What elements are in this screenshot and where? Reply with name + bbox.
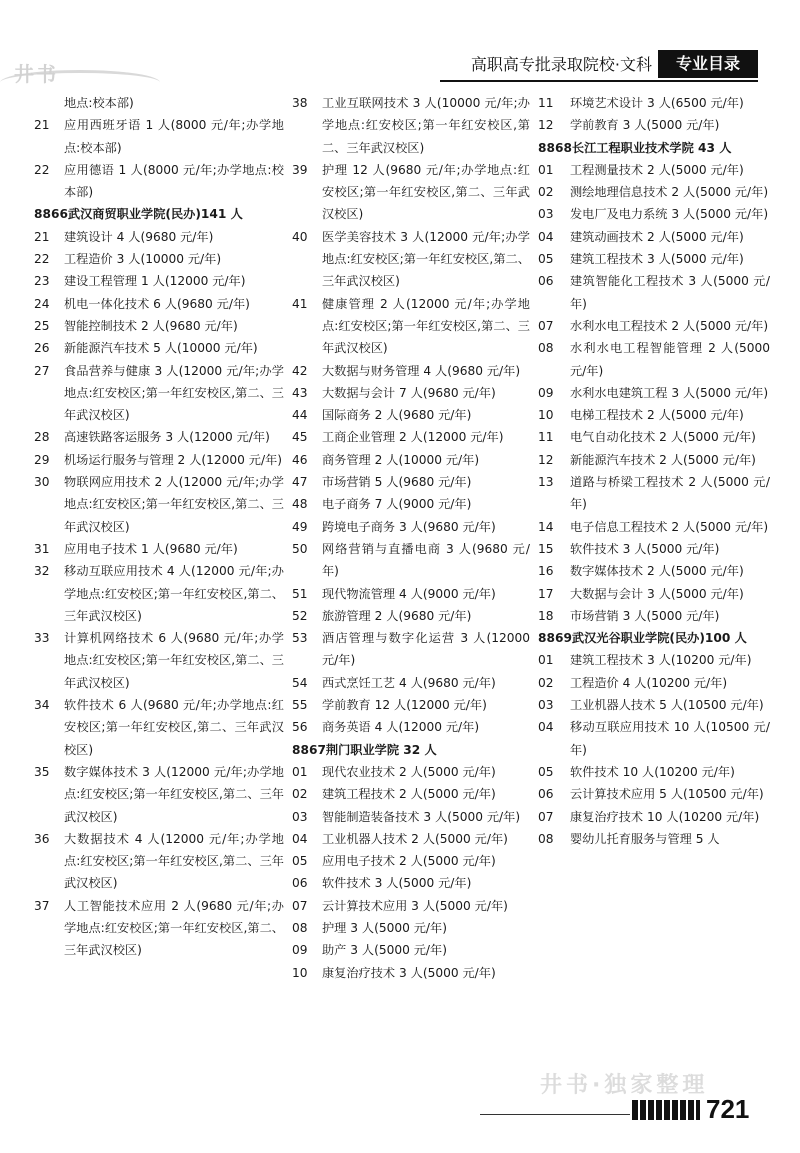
major-entry xyxy=(34,426,284,448)
major-code: 01 xyxy=(292,764,308,779)
major-code: 23 xyxy=(34,274,50,289)
major-entry xyxy=(292,538,530,583)
major-code: 32 xyxy=(34,564,50,579)
school-code: 8868 xyxy=(538,140,572,155)
major-code: 47 xyxy=(292,475,308,490)
major-entry xyxy=(292,92,530,159)
watermark: 井书·独家整理 xyxy=(540,1073,709,1098)
major-text: 酒店管理与数字化运营 3 人(12000 元/年) xyxy=(322,631,530,668)
major-text: 建筑动画技术 2 人(5000 元/年) xyxy=(570,229,744,244)
major-entry xyxy=(538,716,770,761)
major-text: 人工智能技术应用 2 人(9680 元/年;办学地点:红安校区;第一年红安校区,第二、三年武汉校区) xyxy=(64,898,284,958)
major-code: 22 xyxy=(34,252,50,267)
major-entry xyxy=(292,939,530,961)
major-entry xyxy=(538,761,770,783)
major-text: 网络营销与直播电商 3 人(9680 元/年) xyxy=(322,541,530,579)
major-entry xyxy=(538,248,770,270)
major-text: 机场运行服务与管理 2 人(12000 元/年) xyxy=(64,452,283,467)
major-text: 建筑工程技术 3 人(10200 元/年) xyxy=(570,653,752,668)
major-entry xyxy=(34,293,284,315)
major-code: 30 xyxy=(34,475,50,490)
major-code: 25 xyxy=(34,318,50,333)
major-text: 水利水电建筑工程 3 人(5000 元/年) xyxy=(570,385,769,400)
major-entry xyxy=(34,828,284,895)
school-code: 8869 xyxy=(538,631,572,646)
major-code: 03 xyxy=(292,809,308,824)
major-entry xyxy=(538,337,770,382)
major-text: 食品营养与健康 3 人(12000 元/年;办学地点:红安校区;第一年红安校区,第二、三年武汉校区) xyxy=(64,363,284,423)
major-text: 测绘地理信息技术 2 人(5000 元/年) xyxy=(570,185,769,200)
major-text: 市场营销 3 人(5000 元/年) xyxy=(570,608,720,623)
major-code: 02 xyxy=(538,185,554,200)
major-text: 商务英语 4 人(12000 元/年) xyxy=(322,720,480,735)
major-text: 软件技术 3 人(5000 元/年) xyxy=(570,541,720,556)
major-text: 软件技术 3 人(5000 元/年) xyxy=(322,876,472,891)
major-entry xyxy=(34,159,284,204)
major-text: 电气自动化技术 2 人(5000 元/年) xyxy=(570,430,756,445)
major-code: 52 xyxy=(292,608,308,623)
major-code: 35 xyxy=(34,764,50,779)
major-text: 康复治疗技术 3 人(5000 元/年) xyxy=(322,965,496,980)
major-entry xyxy=(538,672,770,694)
major-code: 33 xyxy=(34,631,50,646)
major-code: 38 xyxy=(292,96,308,110)
major-code: 22 xyxy=(34,162,50,177)
major-text: 学前教育 12 人(12000 元/年) xyxy=(322,698,487,713)
major-code: 11 xyxy=(538,96,554,110)
major-entry xyxy=(292,471,530,493)
major-entry xyxy=(538,114,770,136)
major-text: 医学美容技术 3 人(12000 元/年;办学地点:红安校区;第一年红安校区,第二、三年武汉校区) xyxy=(322,229,530,289)
major-text: 物联网应用技术 2 人(12000 元/年;办学地点:红安校区;第一年红安校区,第二、三年武汉校区) xyxy=(64,475,284,534)
major-text: 市场营销 5 人(9680 元/年) xyxy=(322,475,472,490)
major-entry xyxy=(538,538,770,560)
major-entry xyxy=(292,516,530,538)
major-code: 05 xyxy=(538,252,554,267)
major-entry xyxy=(292,159,530,226)
major-entry xyxy=(538,583,770,605)
major-text: 西式烹饪工艺 4 人(9680 元/年) xyxy=(322,675,496,690)
major-code: 44 xyxy=(292,408,308,423)
major-text: 工业机器人技术 2 人(5000 元/年) xyxy=(322,831,508,846)
major-entry xyxy=(292,382,530,404)
major-entry xyxy=(292,806,530,828)
header-tag: 专业目录 xyxy=(658,50,758,78)
major-text: 国际商务 2 人(9680 元/年) xyxy=(322,408,472,423)
major-code: 07 xyxy=(538,318,554,333)
major-code: 05 xyxy=(292,854,308,869)
major-text: 数字媒体技术 2 人(5000 元/年) xyxy=(570,564,744,579)
major-code: 01 xyxy=(538,162,554,177)
major-code: 21 xyxy=(34,118,50,133)
major-entry xyxy=(34,360,284,427)
major-entry xyxy=(538,694,770,716)
major-entry xyxy=(538,382,770,404)
page-header xyxy=(0,0,800,92)
major-text: 健康管理 2 人(12000 元/年;办学地点:红安校区;第一年红安校区,第二、三年武汉校区) xyxy=(322,296,530,356)
major-entry xyxy=(538,828,770,850)
major-code: 02 xyxy=(538,675,554,690)
major-code: 09 xyxy=(538,385,554,400)
school-code: 8866 xyxy=(34,207,68,222)
major-code: 28 xyxy=(34,430,50,445)
column-2 xyxy=(292,92,530,984)
major-text: 智能制造装备技术 3 人(5000 元/年) xyxy=(322,809,521,824)
major-code: 04 xyxy=(538,720,554,735)
major-entry xyxy=(292,917,530,939)
major-code: 07 xyxy=(538,809,554,824)
major-entry xyxy=(34,627,284,694)
major-code: 12 xyxy=(538,118,554,133)
school-heading xyxy=(34,203,284,225)
major-entry xyxy=(292,828,530,850)
major-text: 旅游管理 2 人(9680 元/年) xyxy=(322,608,472,623)
major-code: 53 xyxy=(292,631,308,646)
major-entry xyxy=(292,761,530,783)
major-text: 高速铁路客运服务 3 人(12000 元/年) xyxy=(64,430,270,445)
major-code: 03 xyxy=(538,698,554,713)
major-entry xyxy=(538,181,770,203)
major-entry xyxy=(292,605,530,627)
major-entry xyxy=(292,850,530,872)
major-entry xyxy=(538,159,770,181)
major-code: 56 xyxy=(292,720,308,735)
major-text: 电梯工程技术 2 人(5000 元/年) xyxy=(570,408,744,423)
major-code: 06 xyxy=(538,274,554,289)
major-code: 07 xyxy=(292,898,308,913)
major-entry xyxy=(538,516,770,538)
major-entry xyxy=(292,627,530,672)
school-heading xyxy=(292,739,530,761)
logo: 井书 xyxy=(14,62,58,86)
major-code: 16 xyxy=(538,564,554,579)
major-text: 工业机器人技术 5 人(10500 元/年) xyxy=(570,698,764,713)
major-text: 移动互联应用技术 10 人(10500 元/年) xyxy=(570,720,770,757)
major-text: 工程造价 3 人(10000 元/年) xyxy=(64,252,222,267)
major-text: 数字媒体技术 3 人(12000 元/年;办学地点:红安校区;第一年红安校区,第二、三年武汉校区) xyxy=(64,764,284,824)
major-code: 27 xyxy=(34,363,50,378)
major-text: 新能源汽车技术 2 人(5000 元/年) xyxy=(570,452,756,467)
major-code: 26 xyxy=(34,341,50,356)
major-text: 工商企业管理 2 人(12000 元/年) xyxy=(322,430,504,445)
major-text: 大数据与财务管理 4 人(9680 元/年) xyxy=(322,363,521,378)
major-code: 55 xyxy=(292,698,308,713)
major-entry xyxy=(538,649,770,671)
major-text: 建筑设计 4 人(9680 元/年) xyxy=(64,229,214,244)
major-text: 工程造价 4 人(10200 元/年) xyxy=(570,675,728,690)
major-text: 建设工程管理 1 人(12000 元/年) xyxy=(64,274,246,289)
major-entry xyxy=(538,92,770,114)
major-entry xyxy=(538,226,770,248)
major-text: 建筑工程技术 2 人(5000 元/年) xyxy=(322,787,496,802)
school-heading xyxy=(538,627,770,649)
major-code: 43 xyxy=(292,385,308,400)
major-entry xyxy=(292,404,530,426)
major-code: 48 xyxy=(292,497,308,512)
major-entry xyxy=(34,226,284,248)
major-text: 学前教育 3 人(5000 元/年) xyxy=(570,118,720,133)
major-entry xyxy=(538,404,770,426)
major-text: 发电厂及电力系统 3 人(5000 元/年) xyxy=(570,207,769,222)
major-code: 15 xyxy=(538,541,554,556)
major-code: 21 xyxy=(34,229,50,244)
major-text: 建筑工程技术 3 人(5000 元/年) xyxy=(570,252,744,267)
major-text: 软件技术 10 人(10200 元/年) xyxy=(570,764,735,779)
major-code: 06 xyxy=(538,787,554,802)
major-text: 建筑智能化工程技术 3 人(5000 元/年) xyxy=(570,274,770,311)
major-text: 智能控制技术 2 人(9680 元/年) xyxy=(64,318,238,333)
major-code: 13 xyxy=(538,475,554,490)
major-entry xyxy=(292,293,530,360)
major-code: 36 xyxy=(34,831,50,846)
major-code: 11 xyxy=(538,430,554,445)
major-entry xyxy=(538,783,770,805)
major-text: 电子信息工程技术 2 人(5000 元/年) xyxy=(570,519,769,534)
column-1 xyxy=(34,92,284,962)
major-code: 09 xyxy=(292,943,308,958)
major-code: 12 xyxy=(538,452,554,467)
major-code: 14 xyxy=(538,519,554,534)
major-code: 40 xyxy=(292,229,308,244)
major-entry xyxy=(292,426,530,448)
major-entry xyxy=(34,761,284,828)
major-entry xyxy=(34,270,284,292)
continued-text: 地点:校本部) xyxy=(64,96,134,110)
school-name: 武汉光谷职业学院(民办)100 人 xyxy=(571,631,747,646)
major-code: 06 xyxy=(292,876,308,891)
major-text: 护理 3 人(5000 元/年) xyxy=(322,920,447,935)
major-entry xyxy=(292,783,530,805)
major-entry xyxy=(538,426,770,448)
major-code: 46 xyxy=(292,452,308,467)
major-entry xyxy=(292,694,530,716)
major-code: 03 xyxy=(538,207,554,222)
major-text: 应用德语 1 人(8000 元/年;办学地点:校本部) xyxy=(64,162,284,200)
major-entry xyxy=(34,895,284,962)
major-entry xyxy=(292,583,530,605)
major-text: 大数据与会计 3 人(5000 元/年) xyxy=(570,586,744,601)
major-code: 31 xyxy=(34,541,50,556)
major-entry xyxy=(538,203,770,225)
major-entry xyxy=(34,337,284,359)
major-code: 08 xyxy=(292,920,308,935)
major-entry xyxy=(34,694,284,761)
major-code: 10 xyxy=(292,965,308,980)
school-name: 荆门职业学院 32 人 xyxy=(325,742,437,757)
major-text: 水利水电工程技术 2 人(5000 元/年) xyxy=(570,318,769,333)
major-entry xyxy=(34,315,284,337)
major-entry xyxy=(538,270,770,315)
major-entry xyxy=(34,560,284,627)
major-text: 应用电子技术 1 人(9680 元/年) xyxy=(64,541,238,556)
major-text: 跨境电子商务 3 人(9680 元/年) xyxy=(322,519,496,534)
major-code: 45 xyxy=(292,430,308,445)
major-code: 49 xyxy=(292,519,308,534)
major-text: 康复治疗技术 10 人(10200 元/年) xyxy=(570,809,760,824)
major-code: 10 xyxy=(538,408,554,423)
major-text: 大数据技术 4 人(12000 元/年;办学地点:红安校区;第一年红安校区,第二、三年武汉校区) xyxy=(64,831,284,891)
major-code: 08 xyxy=(538,341,554,356)
major-entry xyxy=(292,872,530,894)
major-text: 云计算技术应用 3 人(5000 元/年) xyxy=(322,898,508,913)
major-text: 应用西班牙语 1 人(8000 元/年;办学地点:校本部) xyxy=(64,118,284,155)
major-text: 婴幼儿托育服务与管理 5 人 xyxy=(570,831,720,846)
major-entry xyxy=(292,360,530,382)
major-text: 工业互联网技术 3 人(10000 元/年;办学地点:红安校区;第一年红安校区,第二、三年武汉校区) xyxy=(322,96,530,155)
major-text: 软件技术 6 人(9680 元/年;办学地点:红安校区;第一年红安校区,第二、三年武汉校区) xyxy=(64,698,284,757)
major-entry xyxy=(538,560,770,582)
major-code: 01 xyxy=(538,653,554,668)
major-text: 新能源汽车技术 5 人(10000 元/年) xyxy=(64,341,258,356)
major-code: 24 xyxy=(34,296,50,311)
major-code: 51 xyxy=(292,586,308,601)
major-entry xyxy=(538,806,770,828)
major-entry xyxy=(34,449,284,471)
major-text: 大数据与会计 7 人(9680 元/年) xyxy=(322,385,496,400)
major-text: 现代农业技术 2 人(5000 元/年) xyxy=(322,764,496,779)
page-number: 721 xyxy=(706,1094,750,1124)
header-title: 高职高专批录取院校·文科 xyxy=(470,55,652,74)
major-entry xyxy=(292,716,530,738)
major-entry xyxy=(538,471,770,516)
major-code: 05 xyxy=(538,764,554,779)
major-code: 42 xyxy=(292,363,308,378)
major-entry xyxy=(538,605,770,627)
major-entry xyxy=(292,449,530,471)
footer-bar-pattern xyxy=(632,1100,700,1120)
major-entry xyxy=(292,672,530,694)
major-code: 04 xyxy=(538,229,554,244)
major-code: 41 xyxy=(292,296,308,311)
major-text: 工程测量技术 2 人(5000 元/年) xyxy=(570,162,744,177)
major-text: 护理 12 人(9680 元/年;办学地点:红安校区;第一年红安校区,第二、三年武汉校区) xyxy=(322,162,530,222)
major-text: 水利水电工程智能管理 2 人(5000 元/年) xyxy=(570,341,770,378)
major-code: 34 xyxy=(34,698,50,713)
major-entry xyxy=(34,114,284,159)
major-code: 04 xyxy=(292,831,308,846)
major-code: 18 xyxy=(538,608,554,623)
footer-rule xyxy=(480,1114,630,1115)
major-text: 云计算技术应用 5 人(10500 元/年) xyxy=(570,787,764,802)
major-entry xyxy=(34,538,284,560)
major-entry xyxy=(292,493,530,515)
major-code: 37 xyxy=(34,898,50,913)
major-text: 助产 3 人(5000 元/年) xyxy=(322,943,447,958)
major-entry xyxy=(538,449,770,471)
major-code: 50 xyxy=(292,541,308,556)
major-entry xyxy=(292,962,530,984)
school-code: 8867 xyxy=(292,742,326,757)
school-heading xyxy=(538,137,770,159)
major-text: 计算机网络技术 6 人(9680 元/年;办学地点:红安校区;第一年红安校区,第二、三年武汉校区) xyxy=(64,631,284,690)
major-entry xyxy=(538,315,770,337)
major-text: 道路与桥梁工程技术 2 人(5000 元/年) xyxy=(570,475,770,512)
major-text: 商务管理 2 人(10000 元/年) xyxy=(322,452,480,467)
major-code: 02 xyxy=(292,787,308,802)
major-entry xyxy=(292,895,530,917)
major-code: 17 xyxy=(538,586,554,601)
school-name: 长江工程职业技术学院 43 人 xyxy=(571,140,732,155)
major-entry xyxy=(292,226,530,293)
major-entry xyxy=(34,248,284,270)
major-code: 29 xyxy=(34,452,50,467)
major-code: 08 xyxy=(538,831,554,846)
major-text: 机电一体化技术 6 人(9680 元/年) xyxy=(64,296,250,311)
major-entry xyxy=(34,471,284,538)
major-text: 应用电子技术 2 人(5000 元/年) xyxy=(322,854,496,869)
header-rule xyxy=(440,80,758,82)
major-text: 环境艺术设计 3 人(6500 元/年) xyxy=(570,96,744,110)
column-3 xyxy=(538,92,770,850)
major-code: 54 xyxy=(292,675,308,690)
major-text: 现代物流管理 4 人(9000 元/年) xyxy=(322,586,496,601)
major-code: 39 xyxy=(292,162,308,177)
major-text: 移动互联应用技术 4 人(12000 元/年;办学地点:红安校区;第一年红安校区,第二、三年武汉校区) xyxy=(64,564,284,623)
school-name: 武汉商贸职业学院(民办)141 人 xyxy=(67,207,243,222)
major-text: 电子商务 7 人(9000 元/年) xyxy=(322,497,472,512)
